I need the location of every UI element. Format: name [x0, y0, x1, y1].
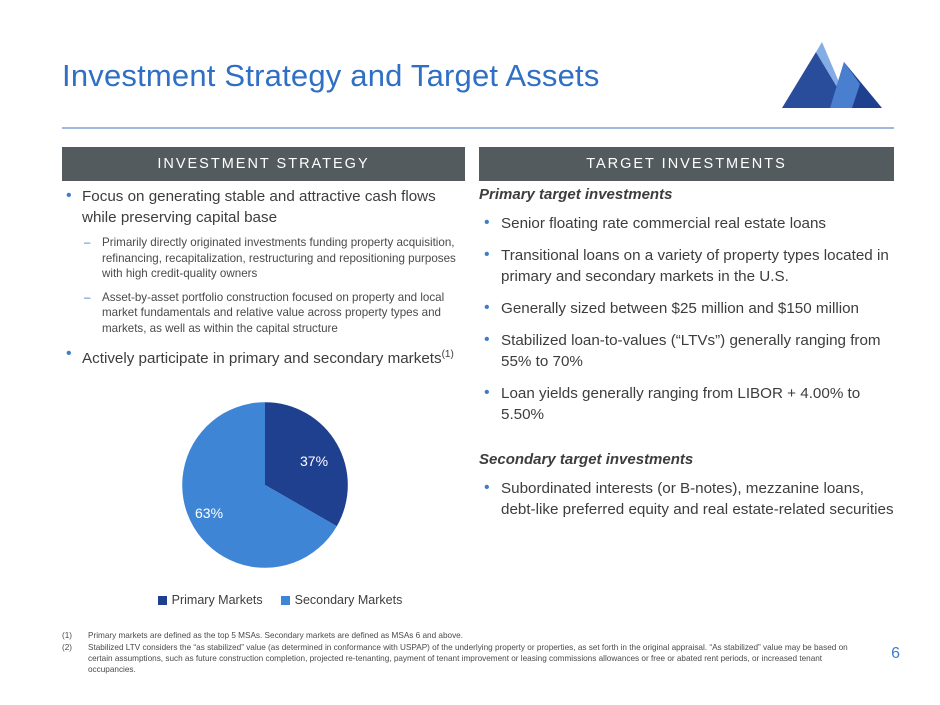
legend-label: Primary Markets: [171, 593, 263, 607]
bullet-text: Asset-by-asset portfolio construction focused on property and local market fundamentals and relative value across property types and markets, as well as within the capital structure: [102, 290, 445, 335]
list-item: [62, 186, 472, 228]
list-item: [479, 213, 897, 234]
page-title: Investment Strategy and Target Assets: [62, 58, 600, 93]
bullet-text: Primarily directly originated investments funding property acquisition, refinancing, recapitalization, restructuring and repositioning purposes with high credit-quality owners: [102, 236, 456, 280]
legend-label: Secondary Markets: [294, 593, 403, 607]
primary-target-heading: Primary target investments: [479, 186, 673, 203]
list-item: [62, 290, 472, 337]
page-number: 6: [891, 645, 900, 662]
target-investments-content: [479, 186, 897, 531]
list-item: [479, 298, 897, 319]
footnote-marker: (1): [441, 349, 454, 360]
bullet-text: Focus on generating stable and attractive cash flows while preserving capital base: [82, 188, 436, 226]
legend-item-secondary-markets: [281, 593, 403, 607]
secondary-target-heading: Secondary target investments: [479, 451, 694, 468]
list-item: [479, 245, 897, 287]
bullet-text: Subordinated interests (or B-notes), mezzanine loans, debt-like preferred equity and real estate-related securities: [501, 480, 894, 518]
legend-swatch-primary: [158, 596, 167, 605]
chart-legend: [150, 593, 410, 607]
footnote-item: [62, 642, 862, 675]
legend-swatch-secondary: [281, 596, 290, 605]
footnote-text: Primary markets are defined as the top 5 MSAs. Secondary markets are defined as MSAs 6 and above.: [88, 631, 463, 640]
company-logo-icon: [782, 42, 892, 108]
bullet-text: Actively participate in primary and secondary markets: [82, 350, 442, 368]
title-divider: [62, 127, 894, 129]
footnote-item: [62, 630, 862, 641]
investment-strategy-content: [62, 186, 472, 376]
pie-label-primary: 37%: [300, 453, 329, 469]
footnote-number: (1): [62, 631, 73, 640]
footnote-text: Stabilized LTV considers the “as stabilized” value (as determined in conformance with USPAP) of the underlying property or properties, as set forth in the original appraisal. “As stabilized” value may be based on certain assumptions, such as future construction completion, projected re-tenanting, payment of tenant improvement or leasing commissions allowances or free or abated rent periods, or increased tenant occupancies.: [88, 643, 848, 674]
list-item: [62, 235, 472, 282]
legend-item-primary-markets: [158, 593, 263, 607]
bullet-text: Senior floating rate commercial real estate loans: [501, 215, 827, 232]
bullet-text: Transitional loans on a variety of property types located in primary and secondary markets in the U.S.: [501, 247, 889, 285]
footnote-number: (2): [62, 643, 73, 652]
secondary-target-bullet-list: [479, 478, 897, 520]
primary-target-bullet-list: [479, 213, 897, 425]
list-item: [479, 383, 897, 425]
bullet-text: Loan yields generally ranging from LIBOR + 4.00% to 5.50%: [501, 385, 861, 423]
bullet-text: Generally sized between $25 million and $150 million: [501, 300, 859, 317]
bullet-text: Stabilized loan-to-values (“LTVs”) generally ranging from 55% to 70%: [501, 332, 881, 370]
list-item: [479, 330, 897, 372]
list-item: [479, 478, 897, 520]
pie-chart-graphic: [175, 395, 355, 575]
market-split-pie-chart: [150, 395, 410, 615]
column-header-target-investments: TARGET INVESTMENTS: [479, 147, 894, 181]
footnotes: [62, 630, 862, 676]
investment-strategy-bullet-list: [62, 186, 472, 369]
list-item: [62, 344, 472, 369]
column-header-investment-strategy: INVESTMENT STRATEGY: [62, 147, 465, 181]
pie-label-secondary: 63%: [195, 505, 224, 521]
